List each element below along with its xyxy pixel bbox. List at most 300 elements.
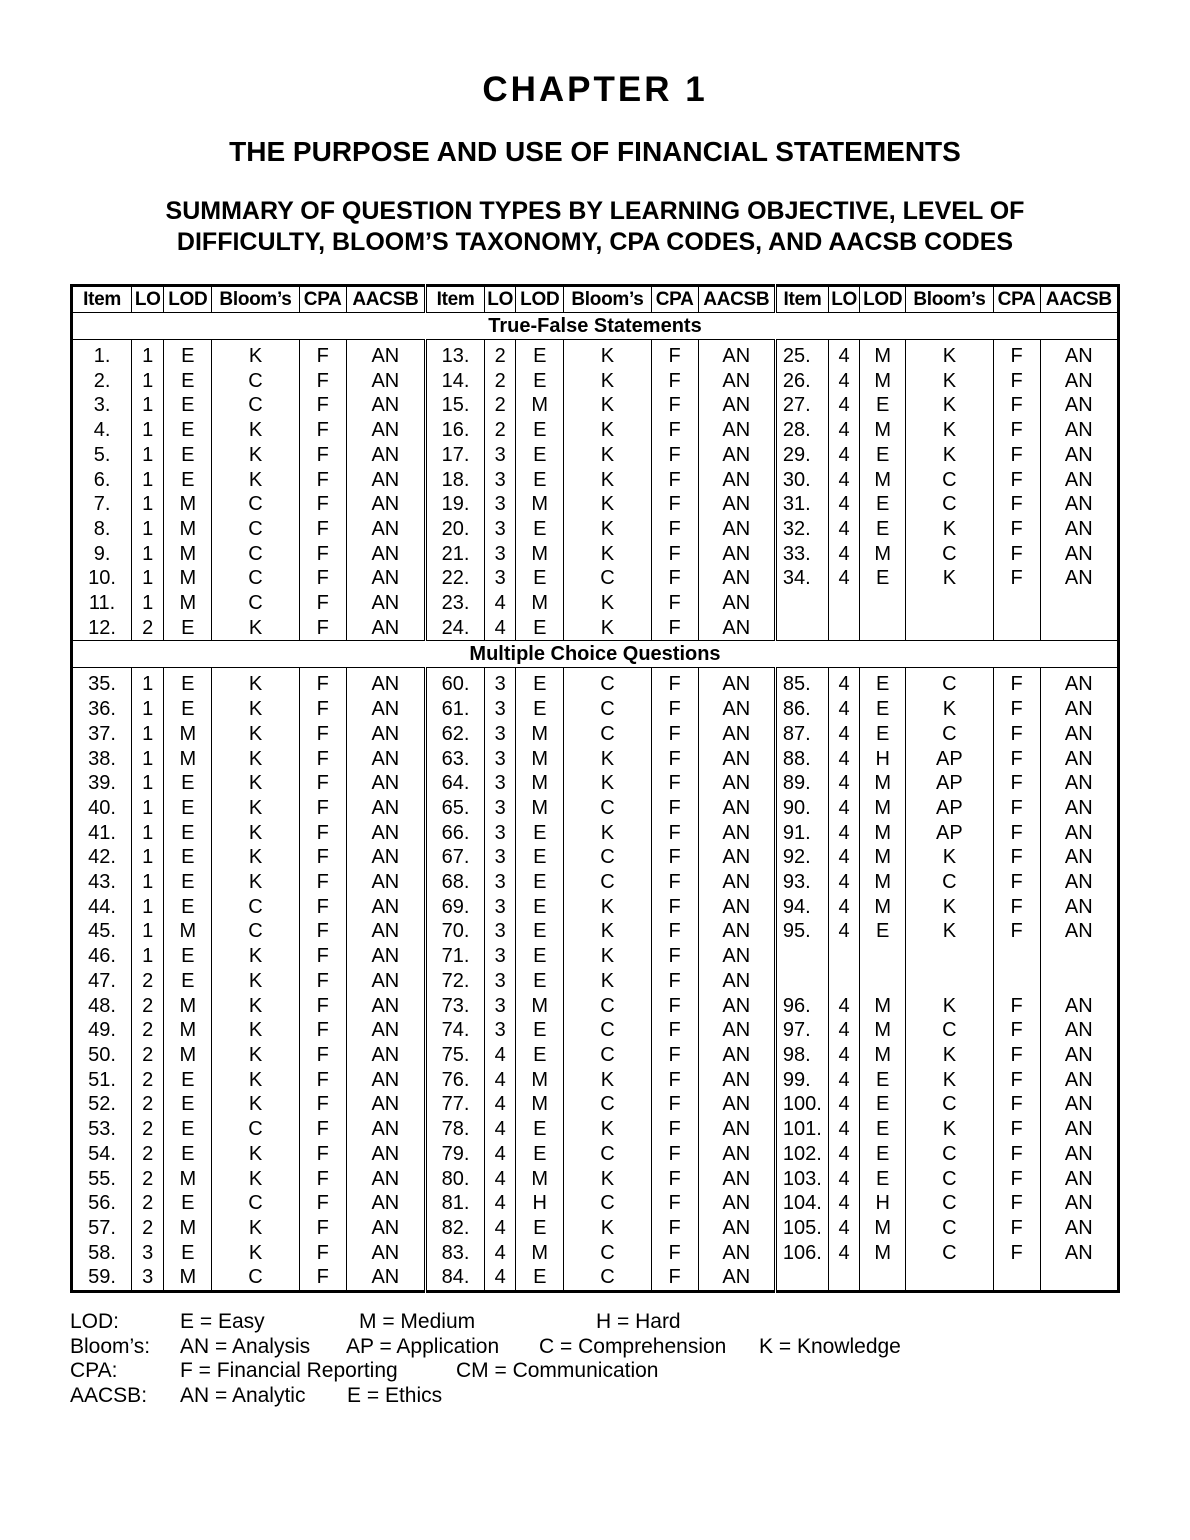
- cell-item: 16.: [425, 418, 484, 443]
- cell-lod: E: [516, 821, 564, 846]
- cell-cpa: F: [651, 771, 698, 796]
- cell-lod: E: [164, 369, 212, 394]
- cell-aacsb: AN: [698, 1117, 775, 1142]
- cell-cpa: F: [993, 796, 1040, 821]
- cell-lod: M: [516, 492, 564, 517]
- cell-item: 24.: [425, 616, 484, 641]
- cell-aacsb: AN: [698, 944, 775, 969]
- cell-item: 37.: [72, 722, 132, 747]
- cell-blooms: K: [564, 944, 651, 969]
- cell-cpa: F: [993, 747, 1040, 772]
- cell-cpa: F: [299, 566, 346, 591]
- cell-lod: E: [164, 616, 212, 641]
- cell-blooms: K: [564, 369, 651, 394]
- cell-lo: 3: [485, 468, 516, 493]
- cell-lo: 4: [829, 517, 860, 542]
- cell-item: 58.: [72, 1241, 132, 1266]
- cell-aacsb: AN: [346, 340, 425, 369]
- cell-cpa: F: [993, 443, 1040, 468]
- cell-blooms: [906, 1265, 993, 1291]
- cell-lod: M: [860, 821, 906, 846]
- table-row: [72, 517, 1119, 542]
- cell-lod: M: [164, 591, 212, 616]
- cell-aacsb: AN: [1040, 517, 1118, 542]
- cell-lod: E: [164, 340, 212, 369]
- cell-item: 46.: [72, 944, 132, 969]
- cell-lod: M: [164, 1043, 212, 1068]
- summary-table: [70, 284, 1120, 1293]
- cell-blooms: C: [906, 1167, 993, 1192]
- cell-blooms: C: [564, 1142, 651, 1167]
- cell-lod: E: [164, 1191, 212, 1216]
- cell-blooms: C: [906, 870, 993, 895]
- cell-aacsb: AN: [698, 393, 775, 418]
- cell-aacsb: AN: [346, 697, 425, 722]
- table-row: [72, 668, 1119, 697]
- cell-lod: M: [860, 771, 906, 796]
- cell-lo: 4: [829, 542, 860, 567]
- cell-cpa: F: [651, 1167, 698, 1192]
- cell-cpa: F: [299, 393, 346, 418]
- cell-cpa: F: [299, 1117, 346, 1142]
- cell-lod: E: [860, 697, 906, 722]
- cell-item: [775, 1265, 828, 1291]
- cell-aacsb: AN: [698, 969, 775, 994]
- cell-cpa: F: [299, 1167, 346, 1192]
- cell-item: 95.: [775, 919, 828, 944]
- cell-lod: E: [516, 1117, 564, 1142]
- cell-lo: 1: [132, 668, 164, 697]
- cell-blooms: K: [212, 1142, 299, 1167]
- cell-cpa: F: [993, 870, 1040, 895]
- cell-blooms: K: [906, 340, 993, 369]
- cell-item: 21.: [425, 542, 484, 567]
- cell-item: 56.: [72, 1191, 132, 1216]
- cell-item: 99.: [775, 1068, 828, 1093]
- cell-lo: 3: [485, 895, 516, 920]
- cell-cpa: F: [993, 919, 1040, 944]
- cell-aacsb: AN: [698, 668, 775, 697]
- cell-cpa: F: [299, 796, 346, 821]
- cell-lod: E: [164, 668, 212, 697]
- cell-blooms: AP: [906, 747, 993, 772]
- cell-blooms: K: [906, 895, 993, 920]
- cell-lo: 4: [829, 393, 860, 418]
- legend-entry: F = Financial Reporting: [180, 1359, 398, 1382]
- cell-cpa: F: [993, 1142, 1040, 1167]
- table-row: [72, 616, 1119, 641]
- cell-item: 3.: [72, 393, 132, 418]
- cell-aacsb: AN: [1040, 1167, 1118, 1192]
- cell-item: 101.: [775, 1117, 828, 1142]
- cell-item: 82.: [425, 1216, 484, 1241]
- cell-blooms: K: [906, 1043, 993, 1068]
- cell-aacsb: AN: [346, 722, 425, 747]
- cell-lo: 2: [132, 1092, 164, 1117]
- cell-lod: M: [516, 1092, 564, 1117]
- column-header-cpa: CPA: [993, 286, 1040, 313]
- cell-cpa: F: [993, 1241, 1040, 1266]
- cell-lod: M: [164, 919, 212, 944]
- table-row: [72, 919, 1119, 944]
- cell-item: 42.: [72, 845, 132, 870]
- cell-lod: M: [860, 870, 906, 895]
- cell-item: 33.: [775, 542, 828, 567]
- column-header-blooms: Bloom’s: [564, 286, 651, 313]
- cell-blooms: [906, 616, 993, 641]
- cell-aacsb: AN: [346, 1117, 425, 1142]
- cell-lo: 3: [485, 796, 516, 821]
- cell-aacsb: AN: [1040, 1068, 1118, 1093]
- cell-lod: E: [516, 1142, 564, 1167]
- cell-aacsb: AN: [698, 566, 775, 591]
- cell-blooms: AP: [906, 796, 993, 821]
- column-header-item: Item: [425, 286, 484, 313]
- cell-lod: M: [516, 542, 564, 567]
- cell-lod: M: [164, 1265, 212, 1291]
- cell-lo: 4: [829, 340, 860, 369]
- cell-lod: E: [860, 722, 906, 747]
- cell-blooms: K: [212, 1216, 299, 1241]
- cell-lod: E: [164, 1092, 212, 1117]
- cell-cpa: F: [299, 1043, 346, 1068]
- cell-lo: 4: [829, 722, 860, 747]
- table-row: [72, 1068, 1119, 1093]
- cell-item: 91.: [775, 821, 828, 846]
- cell-aacsb: AN: [698, 1043, 775, 1068]
- subtitle-line-2: DIFFICULTY, BLOOM’S TAXONOMY, CPA CODES, AND AACSB CODES: [176, 228, 1014, 256]
- cell-item: 20.: [425, 517, 484, 542]
- cell-item: 52.: [72, 1092, 132, 1117]
- cell-blooms: K: [564, 1216, 651, 1241]
- cell-blooms: K: [212, 870, 299, 895]
- cell-aacsb: AN: [346, 1142, 425, 1167]
- cell-blooms: K: [564, 517, 651, 542]
- cell-blooms: C: [564, 1092, 651, 1117]
- cell-blooms: K: [212, 468, 299, 493]
- cell-lo: 4: [829, 369, 860, 394]
- cell-aacsb: AN: [698, 1092, 775, 1117]
- cell-lod: E: [860, 1167, 906, 1192]
- cell-lod: M: [860, 994, 906, 1019]
- table-row: [72, 1265, 1119, 1291]
- cell-aacsb: AN: [698, 340, 775, 369]
- cell-item: 13.: [425, 340, 484, 369]
- cell-cpa: F: [993, 468, 1040, 493]
- table-row: [72, 468, 1119, 493]
- cell-lo: 1: [132, 517, 164, 542]
- cell-aacsb: AN: [698, 747, 775, 772]
- cell-item: 5.: [72, 443, 132, 468]
- cell-blooms: K: [212, 668, 299, 697]
- cell-lo: [829, 1265, 860, 1291]
- cell-item: 32.: [775, 517, 828, 542]
- cell-lod: E: [516, 845, 564, 870]
- cell-item: 78.: [425, 1117, 484, 1142]
- cell-cpa: F: [993, 340, 1040, 369]
- column-header-aacsb: AACSB: [698, 286, 775, 313]
- cell-cpa: F: [993, 369, 1040, 394]
- header-row: [72, 286, 1119, 313]
- cell-item: 72.: [425, 969, 484, 994]
- cell-lo: 4: [485, 1191, 516, 1216]
- cell-blooms: [906, 969, 993, 994]
- cell-blooms: C: [564, 1043, 651, 1068]
- cell-item: 25.: [775, 340, 828, 369]
- cell-lo: 2: [132, 1216, 164, 1241]
- cell-aacsb: AN: [346, 821, 425, 846]
- legend-entry: K = Knowledge: [759, 1334, 901, 1358]
- cell-aacsb: AN: [698, 1191, 775, 1216]
- cell-cpa: F: [299, 542, 346, 567]
- cell-cpa: F: [651, 870, 698, 895]
- cell-cpa: F: [651, 747, 698, 772]
- cell-item: 105.: [775, 1216, 828, 1241]
- cell-lod: E: [860, 443, 906, 468]
- cell-lo: 3: [485, 944, 516, 969]
- cell-aacsb: AN: [346, 771, 425, 796]
- cell-lod: E: [164, 944, 212, 969]
- cell-item: 11.: [72, 591, 132, 616]
- cell-aacsb: AN: [346, 969, 425, 994]
- cell-aacsb: AN: [698, 542, 775, 567]
- cell-aacsb: AN: [346, 870, 425, 895]
- cell-lo: 1: [132, 821, 164, 846]
- cell-lod: E: [516, 1018, 564, 1043]
- cell-item: 62.: [425, 722, 484, 747]
- cell-aacsb: [1040, 616, 1118, 641]
- cell-item: 64.: [425, 771, 484, 796]
- cell-blooms: AP: [906, 771, 993, 796]
- cell-lo: 1: [132, 771, 164, 796]
- cell-cpa: F: [299, 1092, 346, 1117]
- cell-aacsb: AN: [1040, 1092, 1118, 1117]
- cell-aacsb: AN: [698, 443, 775, 468]
- cell-item: 67.: [425, 845, 484, 870]
- cell-lo: 1: [132, 340, 164, 369]
- cell-aacsb: AN: [346, 369, 425, 394]
- cell-aacsb: AN: [346, 668, 425, 697]
- cell-cpa: F: [993, 418, 1040, 443]
- cell-lo: 3: [132, 1265, 164, 1291]
- cell-lo: 4: [829, 1117, 860, 1142]
- cell-lod: M: [164, 1216, 212, 1241]
- cell-cpa: F: [651, 1142, 698, 1167]
- cell-aacsb: [1040, 1265, 1118, 1291]
- cell-cpa: F: [299, 895, 346, 920]
- cell-blooms: C: [212, 369, 299, 394]
- cell-cpa: F: [651, 542, 698, 567]
- cell-cpa: F: [299, 418, 346, 443]
- cell-blooms: K: [212, 1018, 299, 1043]
- legend-entry: C = Comprehension: [539, 1334, 727, 1358]
- cell-lod: E: [516, 969, 564, 994]
- cell-lod: E: [860, 393, 906, 418]
- cell-cpa: F: [651, 1265, 698, 1291]
- cell-cpa: F: [299, 1265, 346, 1291]
- cell-cpa: F: [299, 919, 346, 944]
- cell-lod: M: [516, 771, 564, 796]
- cell-lo: 4: [829, 771, 860, 796]
- cell-item: 88.: [775, 747, 828, 772]
- cell-item: 92.: [775, 845, 828, 870]
- cell-blooms: K: [212, 1241, 299, 1266]
- cell-lod: E: [516, 566, 564, 591]
- column-header-aacsb: AACSB: [346, 286, 425, 313]
- cell-item: [775, 591, 828, 616]
- cell-blooms: K: [564, 393, 651, 418]
- cell-blooms: K: [564, 340, 651, 369]
- cell-lod: E: [860, 1092, 906, 1117]
- cell-lod: M: [860, 468, 906, 493]
- cell-lo: 4: [829, 1241, 860, 1266]
- cell-lo: 4: [829, 870, 860, 895]
- cell-lo: 3: [485, 870, 516, 895]
- table-row: [72, 340, 1119, 369]
- cell-cpa: F: [993, 821, 1040, 846]
- cell-blooms: K: [564, 1117, 651, 1142]
- cell-aacsb: AN: [698, 616, 775, 641]
- cell-cpa: F: [993, 895, 1040, 920]
- cell-aacsb: AN: [346, 1092, 425, 1117]
- legend-entry: E = Ethics: [347, 1383, 443, 1407]
- cell-lod: E: [516, 517, 564, 542]
- cell-blooms: K: [212, 418, 299, 443]
- cell-lod: E: [164, 1068, 212, 1093]
- cell-lo: 3: [485, 668, 516, 697]
- cell-blooms: K: [564, 919, 651, 944]
- cell-aacsb: AN: [346, 492, 425, 517]
- cell-item: 39.: [72, 771, 132, 796]
- cell-aacsb: AN: [698, 994, 775, 1019]
- cell-lod: M: [516, 393, 564, 418]
- cell-lod: M: [164, 1167, 212, 1192]
- cell-cpa: F: [651, 566, 698, 591]
- cell-item: [775, 969, 828, 994]
- cell-aacsb: AN: [346, 542, 425, 567]
- cell-item: 18.: [425, 468, 484, 493]
- cell-lo: 3: [485, 722, 516, 747]
- cell-lo: 1: [132, 591, 164, 616]
- table-row: [72, 944, 1119, 969]
- cell-lod: M: [516, 994, 564, 1019]
- cell-item: 102.: [775, 1142, 828, 1167]
- cell-item: 45.: [72, 919, 132, 944]
- cell-aacsb: AN: [698, 845, 775, 870]
- cell-aacsb: AN: [346, 393, 425, 418]
- table-row: [72, 1216, 1119, 1241]
- cell-lod: M: [516, 747, 564, 772]
- cell-blooms: [906, 591, 993, 616]
- cell-aacsb: AN: [1040, 1117, 1118, 1142]
- cell-lod: E: [516, 616, 564, 641]
- cell-lod: [860, 1265, 906, 1291]
- cell-lod: [860, 591, 906, 616]
- cell-lod: M: [860, 1018, 906, 1043]
- cell-lod: E: [516, 944, 564, 969]
- cell-blooms: K: [906, 566, 993, 591]
- cell-lod: M: [164, 722, 212, 747]
- cell-item: 87.: [775, 722, 828, 747]
- table-row: [72, 969, 1119, 994]
- cell-lod: [860, 969, 906, 994]
- cell-blooms: K: [564, 969, 651, 994]
- cell-lo: 3: [485, 542, 516, 567]
- cell-blooms: K: [906, 443, 993, 468]
- cell-aacsb: AN: [346, 616, 425, 641]
- cell-item: 35.: [72, 668, 132, 697]
- cell-aacsb: AN: [698, 591, 775, 616]
- cell-lo: [829, 944, 860, 969]
- cell-lod: M: [164, 747, 212, 772]
- cell-item: 53.: [72, 1117, 132, 1142]
- cell-cpa: F: [651, 668, 698, 697]
- cell-item: 68.: [425, 870, 484, 895]
- cell-cpa: F: [651, 1216, 698, 1241]
- cell-lod: E: [164, 1241, 212, 1266]
- legend-entry: AN = Analysis: [180, 1334, 311, 1358]
- cell-lo: 2: [132, 1142, 164, 1167]
- cell-item: 57.: [72, 1216, 132, 1241]
- cell-blooms: C: [564, 566, 651, 591]
- cell-lod: E: [164, 895, 212, 920]
- cell-lo: 2: [132, 616, 164, 641]
- cell-lo: 1: [132, 542, 164, 567]
- cell-lo: [829, 616, 860, 641]
- cell-aacsb: AN: [346, 1068, 425, 1093]
- cell-cpa: F: [299, 468, 346, 493]
- cell-lo: 3: [485, 821, 516, 846]
- cell-item: 9.: [72, 542, 132, 567]
- cell-blooms: C: [906, 1142, 993, 1167]
- cell-cpa: F: [651, 722, 698, 747]
- cell-aacsb: AN: [698, 1216, 775, 1241]
- cell-lo: 4: [829, 1068, 860, 1093]
- cell-item: 6.: [72, 468, 132, 493]
- legend-entry: H = Hard: [596, 1310, 681, 1333]
- cell-blooms: K: [212, 340, 299, 369]
- table-row: [72, 1167, 1119, 1192]
- cell-lod: E: [516, 1043, 564, 1068]
- cell-cpa: F: [651, 845, 698, 870]
- cell-item: 70.: [425, 919, 484, 944]
- cell-blooms: C: [212, 517, 299, 542]
- cell-item: 49.: [72, 1018, 132, 1043]
- cell-blooms: K: [906, 845, 993, 870]
- cell-blooms: K: [906, 418, 993, 443]
- cell-item: 38.: [72, 747, 132, 772]
- cell-aacsb: AN: [698, 796, 775, 821]
- cell-cpa: F: [299, 969, 346, 994]
- cell-lod: M: [516, 796, 564, 821]
- cell-blooms: C: [564, 1018, 651, 1043]
- cell-lod: E: [516, 919, 564, 944]
- cell-lod: E: [164, 418, 212, 443]
- cell-cpa: F: [299, 616, 346, 641]
- cell-cpa: F: [993, 1117, 1040, 1142]
- cell-lo: 1: [132, 566, 164, 591]
- cell-lo: 2: [132, 969, 164, 994]
- cell-lod: M: [164, 994, 212, 1019]
- cell-lo: 1: [132, 919, 164, 944]
- cell-aacsb: AN: [698, 1241, 775, 1266]
- cell-lod: E: [164, 468, 212, 493]
- cell-cpa: F: [299, 747, 346, 772]
- cell-item: 63.: [425, 747, 484, 772]
- cell-blooms: K: [564, 492, 651, 517]
- cell-lo: 4: [829, 1043, 860, 1068]
- cell-lod: M: [164, 492, 212, 517]
